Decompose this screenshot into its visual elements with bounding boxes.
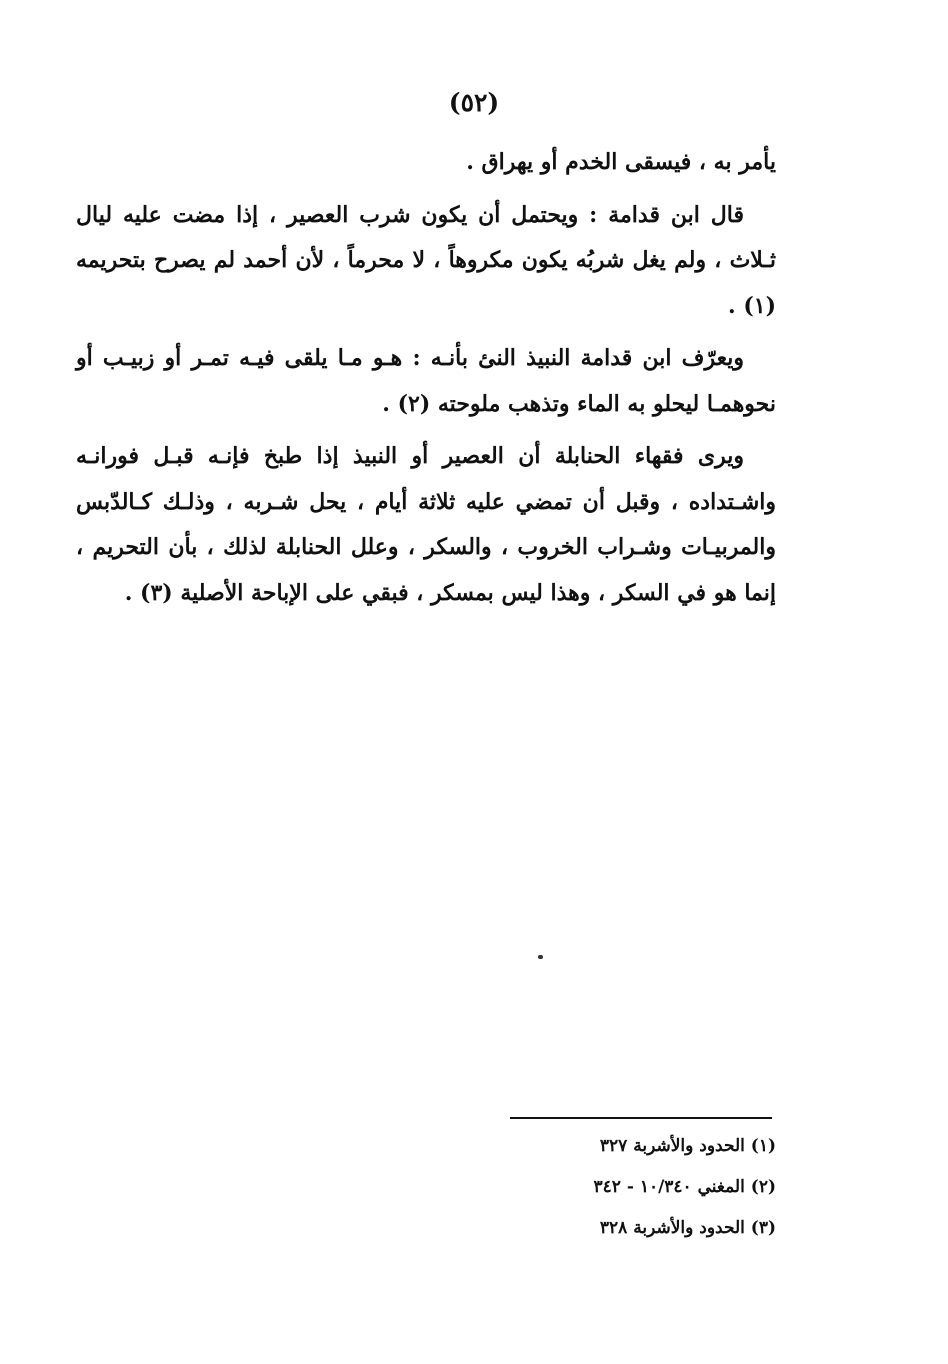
footnote-item: (٣) الحدود والأشربة ٣٢٨ (599, 1218, 776, 1238)
paragraph: قال ابن قدامة : ويحتمل أن يكون شرب العصير ، إذا مضت عليه ليال ثـلاث ، ولم يغل شربُه يكون مكروهاً ، لا محرماً ، لأن أحمد لم يصرح بتحريمه (١) . (76, 201, 776, 319)
main-text (76, 140, 776, 623)
footnote-item: (١) الحدود والأشربة ٣٢٧ (599, 1136, 776, 1156)
scan-speck (538, 955, 543, 959)
paragraph: يأمر به ، فيسقى الخدم أو يهراق . (466, 149, 776, 175)
paragraph: ويرى فقهاء الحنابلة أن العصير أو النبيذ إذا طبخ فإنـه قبـل فورانـه واشـتداده ، وقبل أن تمضي عليه ثلاثة أيام ، يحل شـربه ، وذلـك كـالدّبس والمربيـات وشـراب الخروب ، والسكر ، وعلل الحنابلة لذلك ، بأن التحريم ، إنما هو في السكر ، وهذا ليس بمسكر ، فبقي على الإباحة الأصلية (٣) . (76, 443, 776, 606)
footnote-item: (٢) المغني ١٠/٣٤٠ - ٣٤٢ (593, 1177, 776, 1197)
page-number: (٥٢) (448, 88, 500, 117)
footnotes (476, 1126, 776, 1249)
paragraph: ويعرّف ابن قدامة النبيذ النئ بأنـه : هـو مـا يلقى فيـه تمـر أو زبيـب أو نحوهمـا ليحلو به الماء وتذهب ملوحته (٢) . (76, 345, 776, 417)
footnote-separator (510, 1117, 772, 1119)
